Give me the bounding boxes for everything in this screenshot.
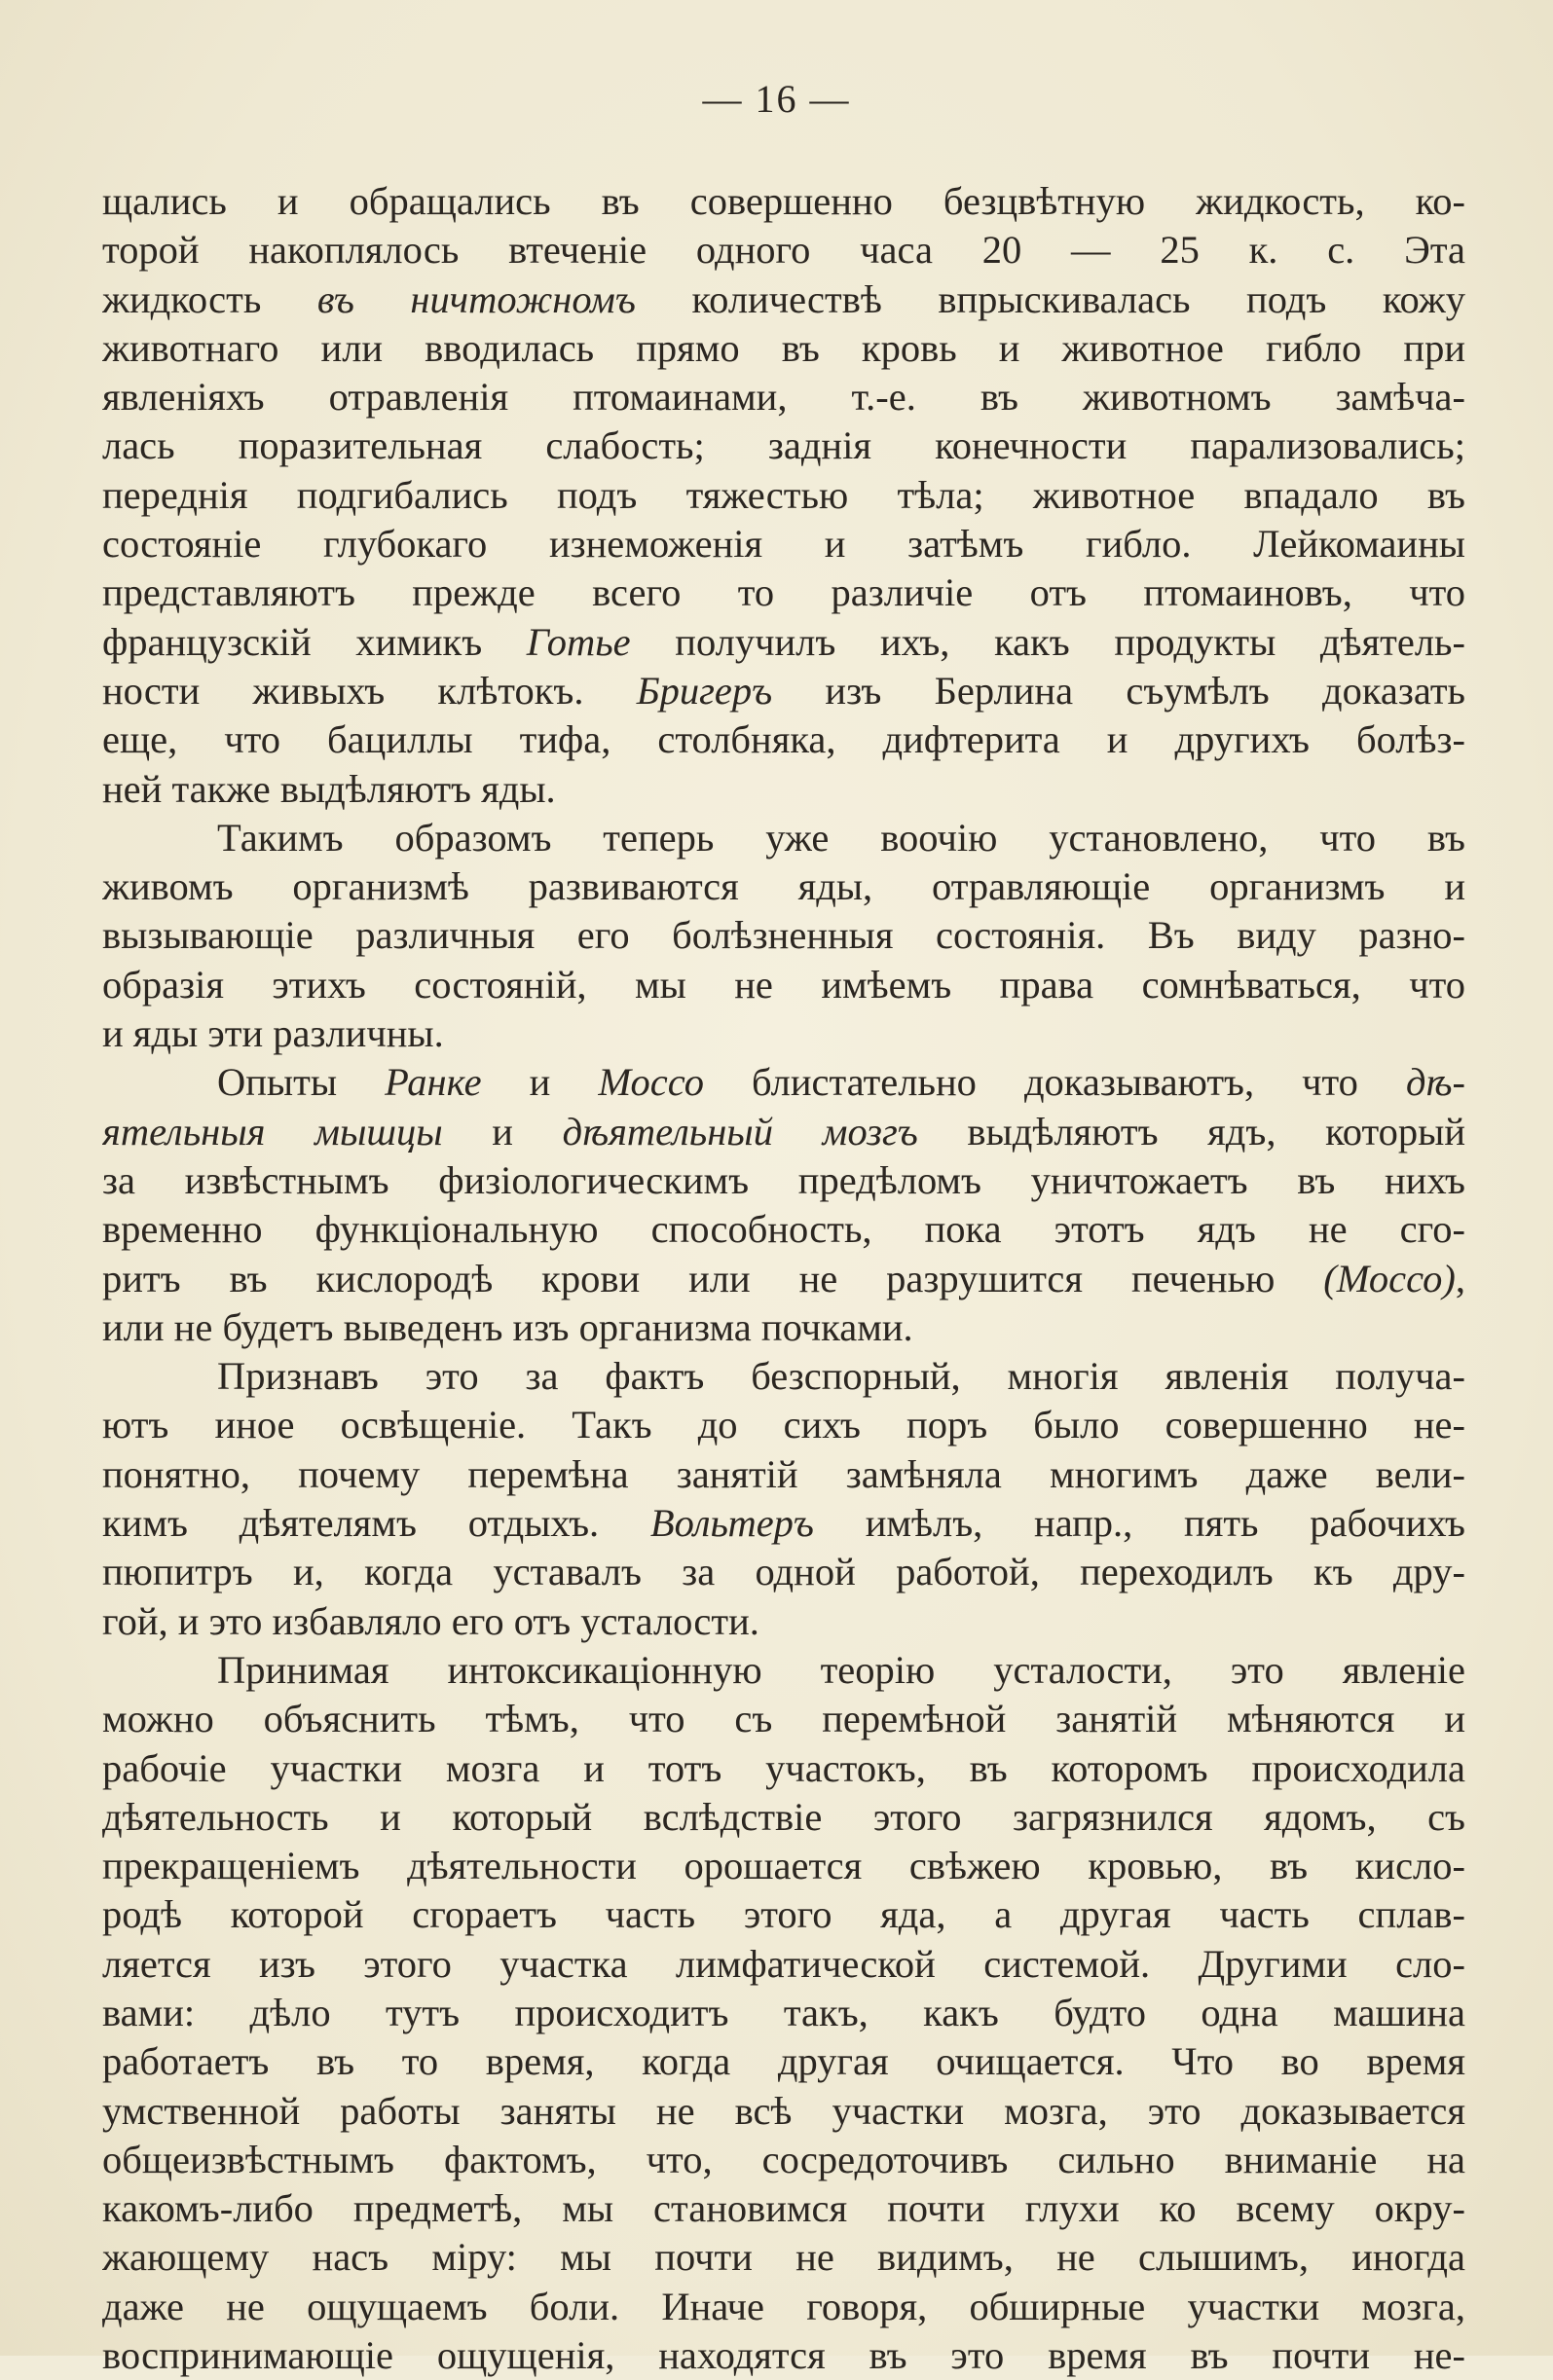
text-line xyxy=(102,471,1465,520)
text-line xyxy=(102,324,1465,373)
text-line xyxy=(102,2087,1465,2136)
text-line xyxy=(102,1156,1465,1205)
italic-text: ятельныя мышцы xyxy=(102,1109,443,1153)
text-run: блистательно доказываютъ, что xyxy=(703,1060,1406,1105)
text-line xyxy=(102,1058,1465,1107)
text-run: торой накоплялось втеченіе одного часа 20 — 25 к. с. Эта xyxy=(102,228,1465,273)
paragraph xyxy=(102,1352,1465,1646)
text-run: имѣлъ, напр., пять рабочихъ xyxy=(813,1501,1465,1546)
text-line xyxy=(102,2283,1465,2331)
text-run: явленіяхъ отравленія птомаинами, т.-е. въ животномъ замѣча- xyxy=(102,375,1465,420)
italic-text: Вольтеръ xyxy=(649,1501,814,1546)
text-line xyxy=(102,1793,1465,1842)
paragraph xyxy=(102,177,1465,814)
text-line xyxy=(102,568,1465,617)
text-run: родѣ которой сгораетъ часть этого яда, а другая часть сплав- xyxy=(102,1892,1465,1937)
text-line xyxy=(102,2331,1465,2380)
text-run: и яды эти различны. xyxy=(102,1011,444,1056)
text-line xyxy=(102,226,1465,275)
text-line xyxy=(102,1548,1465,1596)
text-line xyxy=(102,961,1465,1009)
text-run: или не будетъ выведенъ изъ организма почками. xyxy=(102,1304,913,1349)
text-run: ней также выдѣляютъ яды. xyxy=(102,766,556,811)
paragraph xyxy=(102,1058,1465,1352)
italic-text: въ ничтожномъ xyxy=(316,276,636,321)
text-line xyxy=(102,421,1465,470)
text-run: французскій химикъ xyxy=(102,619,527,664)
text-run: образія этихъ состояній, мы не имѣемъ права сомнѣваться, что xyxy=(102,962,1465,1007)
italic-text: Моссо xyxy=(598,1060,704,1105)
italic-text: дѣятельный мозгъ xyxy=(562,1109,918,1153)
text-line xyxy=(102,715,1465,764)
text-run: Признавъ это за фактъ безспорный, многія явленія получа- xyxy=(217,1354,1465,1399)
text-run: вызывающіе различныя его болѣзненныя состоянія. Въ виду разно- xyxy=(102,913,1465,958)
paragraph xyxy=(102,814,1465,1058)
text-run: за извѣстнымъ физіологическимъ предѣломъ уничтожаетъ въ нихъ xyxy=(102,1157,1465,1202)
text-run: понятно, почему перемѣна занятій замѣняла многимъ даже вели- xyxy=(102,1451,1465,1496)
text-line xyxy=(102,275,1465,324)
text-run: переднія подгибались подъ тяжестью тѣла; животное впадало въ xyxy=(102,472,1465,517)
paragraph xyxy=(102,1646,1465,2380)
italic-text: Готье xyxy=(526,619,631,664)
body-text xyxy=(102,177,1465,2380)
text-line xyxy=(102,1989,1465,2037)
text-line xyxy=(102,618,1465,667)
text-line xyxy=(102,1940,1465,1989)
text-run: щались и обращались въ совершенно безцвѣтную жидкость, ко- xyxy=(102,179,1465,223)
text-line xyxy=(102,177,1465,226)
text-run: количествѣ впрыскивалась подъ кожу xyxy=(635,276,1465,321)
text-line xyxy=(102,2136,1465,2184)
text-run: рабочіе участки мозга и тотъ участокъ, въ которомъ происходила xyxy=(102,1745,1465,1790)
text-run: воспринимающіе ощущенія, находятся въ это время въ почти не- xyxy=(102,2333,1465,2378)
text-run: выдѣляютъ ядъ, который xyxy=(917,1109,1465,1153)
text-run: лась поразительная слабость; заднія конечности парализовались; xyxy=(102,423,1465,468)
text-run: работаетъ въ то время, когда другая очищается. Что во время xyxy=(102,2039,1465,2084)
text-line xyxy=(102,1009,1465,1058)
text-run: получилъ ихъ, какъ продукты дѣятель- xyxy=(630,619,1465,664)
text-run: ритъ въ кислородѣ крови или не разрушится печенью xyxy=(102,1256,1324,1300)
italic-text: Ранке xyxy=(385,1060,482,1105)
text-line xyxy=(102,765,1465,814)
text-line xyxy=(102,2233,1465,2282)
text-run: Такимъ образомъ теперь уже воочію установлено, что въ xyxy=(217,815,1465,860)
text-run: ютъ иное освѣщеніе. Такъ до сихъ поръ было совершенно не- xyxy=(102,1403,1465,1447)
text-line xyxy=(102,1205,1465,1254)
text-line xyxy=(102,667,1465,715)
text-run: жидкость xyxy=(102,276,317,321)
text-line xyxy=(102,1646,1465,1695)
text-run: пюпитръ и, когда уставалъ за одной работой, переходилъ къ дру- xyxy=(102,1550,1465,1594)
text-run: вами: дѣло тутъ происходитъ такъ, какъ будто одна машина xyxy=(102,1990,1465,2034)
text-run: временно функціональную способность, пока этотъ ядъ не сго- xyxy=(102,1207,1465,1252)
text-run: ности живыхъ клѣтокъ. xyxy=(102,668,637,713)
text-run: живомъ организмѣ развиваются яды, отравляющіе организмъ и xyxy=(102,864,1465,909)
text-run: прекращеніемъ дѣятельности орошается свѣжею кровью, въ кисло- xyxy=(102,1844,1465,1888)
text-run: , xyxy=(1455,1256,1465,1300)
text-line xyxy=(102,862,1465,911)
text-run: умственной работы заняты не всѣ участки мозга, это доказывается xyxy=(102,2088,1465,2133)
text-run: Принимая интоксикаціонную теорію усталости, это явленіе xyxy=(217,1647,1465,1692)
text-run: жающему насъ міру: мы почти не видимъ, не слышимъ, иногда xyxy=(102,2235,1465,2280)
text-line xyxy=(102,814,1465,862)
text-run: кимъ дѣятелямъ отдыхъ. xyxy=(102,1501,650,1546)
text-line xyxy=(102,373,1465,421)
text-run: животнаго или вводилась прямо въ кровь и животное гибло при xyxy=(102,325,1465,370)
text-line xyxy=(102,1303,1465,1352)
page-number: — 16 — xyxy=(702,77,851,121)
text-run: изъ Берлина съумѣлъ доказать xyxy=(772,668,1465,713)
text-run: гой, и это избавляло его отъ усталости. xyxy=(102,1598,759,1643)
italic-text: (Моссо) xyxy=(1323,1256,1456,1300)
text-run: какомъ-либо предметѣ, мы становимся почти глухи ко всему окру- xyxy=(102,2186,1465,2231)
text-line xyxy=(102,1890,1465,1939)
text-line xyxy=(102,1450,1465,1499)
text-line xyxy=(102,520,1465,568)
text-line xyxy=(102,1352,1465,1401)
text-run: представляютъ прежде всего то различіе отъ птомаиновъ, что xyxy=(102,570,1465,615)
text-run: Опыты xyxy=(217,1060,386,1105)
text-run: и xyxy=(481,1060,599,1105)
text-line xyxy=(102,1842,1465,1890)
text-line xyxy=(102,1499,1465,1548)
text-line xyxy=(102,2037,1465,2086)
italic-text: Бригеръ xyxy=(636,668,773,713)
text-run: состояніе глубокаго изнеможенія и затѣмъ гибло. Лейкомаины xyxy=(102,522,1465,567)
text-line xyxy=(102,1695,1465,1743)
text-line xyxy=(102,1255,1465,1303)
italic-text: дѣ- xyxy=(1406,1060,1465,1105)
text-line xyxy=(102,911,1465,960)
text-line xyxy=(102,1744,1465,1793)
text-run: даже не ощущаемъ боли. Иначе говоря, обширные участки мозга, xyxy=(102,2284,1465,2328)
text-run: еще, что бациллы тифа, столбняка, дифтерита и другихъ болѣз- xyxy=(102,717,1465,762)
text-run: можно объяснить тѣмъ, что съ перемѣной занятій мѣняются и xyxy=(102,1697,1465,1741)
text-run: дѣятельность и который вслѣдствіе этого загрязнился ядомъ, съ xyxy=(102,1794,1465,1839)
text-run: ляется изъ этого участка лимфатической системой. Другими сло- xyxy=(102,1941,1465,1986)
text-run: общеизвѣстнымъ фактомъ, что, сосредоточивъ сильно вниманіе на xyxy=(102,2137,1465,2181)
text-line xyxy=(102,2184,1465,2233)
text-line xyxy=(102,1401,1465,1449)
text-line xyxy=(102,1108,1465,1156)
text-run: и xyxy=(442,1109,563,1153)
text-line xyxy=(102,1597,1465,1646)
